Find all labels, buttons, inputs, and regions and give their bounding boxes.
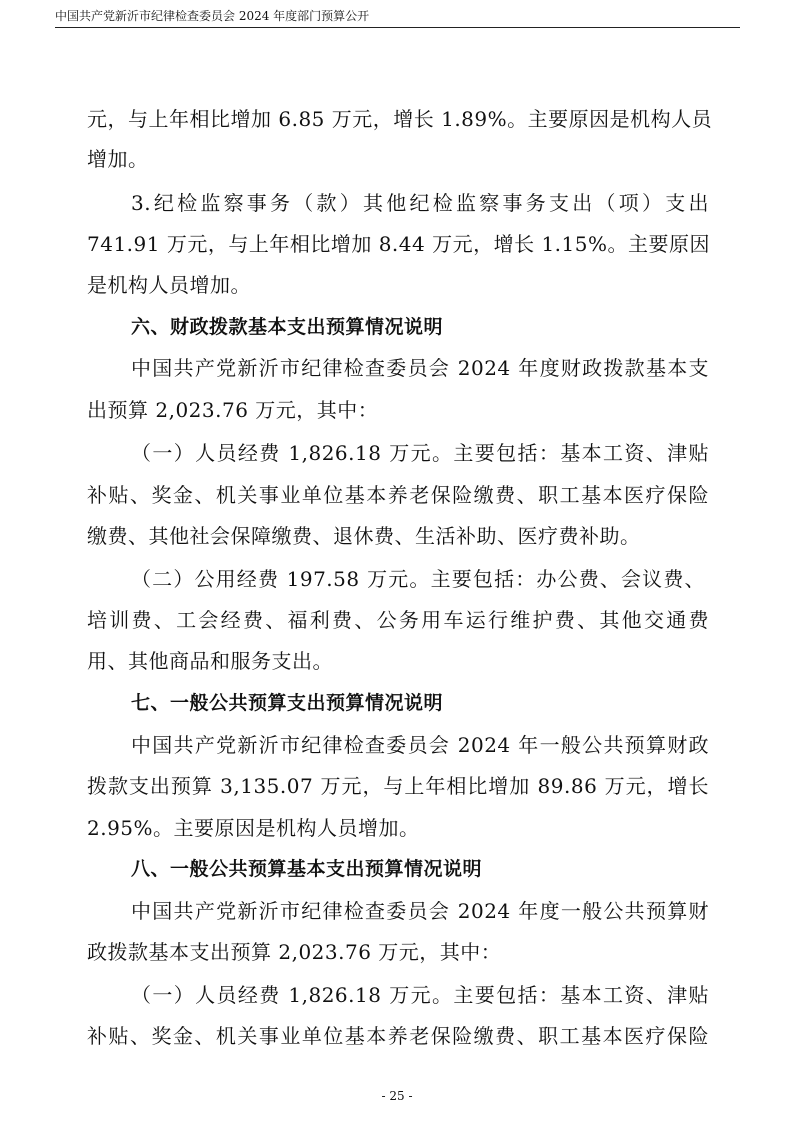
body-line: 增加。: [87, 147, 149, 171]
body-line: 拨款支出预算 3,135.07 万元，与上年相比增加 89.86 万元，增长: [87, 774, 709, 798]
body-line: 用、其他商品和服务支出。: [87, 649, 333, 673]
body-line: （一）人员经费 1,826.18 万元。主要包括：基本工资、津贴: [131, 983, 709, 1007]
body-line: （二）公用经费 197.58 万元。主要包括：办公费、会议费、: [131, 567, 705, 591]
header-rule: [55, 27, 740, 28]
body-line: 出预算 2,023.76 万元，其中：: [87, 398, 379, 422]
body-line: 中国共产党新沂市纪律检查委员会 2024 年度一般公共预算财: [131, 899, 709, 923]
body-line: 2.95%。主要原因是机构人员增加。: [87, 816, 420, 840]
body-line: 中国共产党新沂市纪律检查委员会 2024 年度财政拨款基本支: [131, 356, 709, 380]
running-header: 中国共产党新沂市纪律检查委员会 2024 年度部门预算公开: [55, 9, 370, 23]
body-line: 缴费、其他社会保障缴费、退休费、生活补助、医疗费补助。: [87, 524, 641, 548]
body-line: 补贴、奖金、机关事业单位基本养老保险缴费、职工基本医疗保险: [87, 483, 709, 507]
section-heading-8: 八、一般公共预算基本支出预算情况说明: [131, 858, 483, 880]
body-line: 政拨款基本支出预算 2,023.76 万元，其中：: [87, 940, 502, 964]
page-number: - 25 -: [381, 1089, 413, 1103]
body-line: 中国共产党新沂市纪律检查委员会 2024 年一般公共预算财政: [131, 733, 709, 757]
body-line: 补贴、奖金、机关事业单位基本养老保险缴费、职工基本医疗保险: [87, 1024, 709, 1048]
body-line: 培训费、工会经费、福利费、公务用车运行维护费、其他交通费: [87, 608, 709, 632]
section-heading-7: 七、一般公共预算支出预算情况说明: [131, 692, 444, 714]
body-line: 元，与上年相比增加 6.85 万元，增长 1.89%。主要原因是机构人员: [87, 107, 713, 131]
body-line: 是机构人员增加。: [87, 273, 251, 297]
body-line: 741.91 万元，与上年相比增加 8.44 万元，增长 1.15%。主要原因: [87, 232, 710, 256]
section-heading-6: 六、财政拨款基本支出预算情况说明: [131, 316, 444, 338]
body-line: 3.纪检监察事务（款）其他纪检监察事务支出（项）支出: [131, 191, 709, 215]
body-line: （一）人员经费 1,826.18 万元。主要包括：基本工资、津贴: [131, 441, 709, 465]
